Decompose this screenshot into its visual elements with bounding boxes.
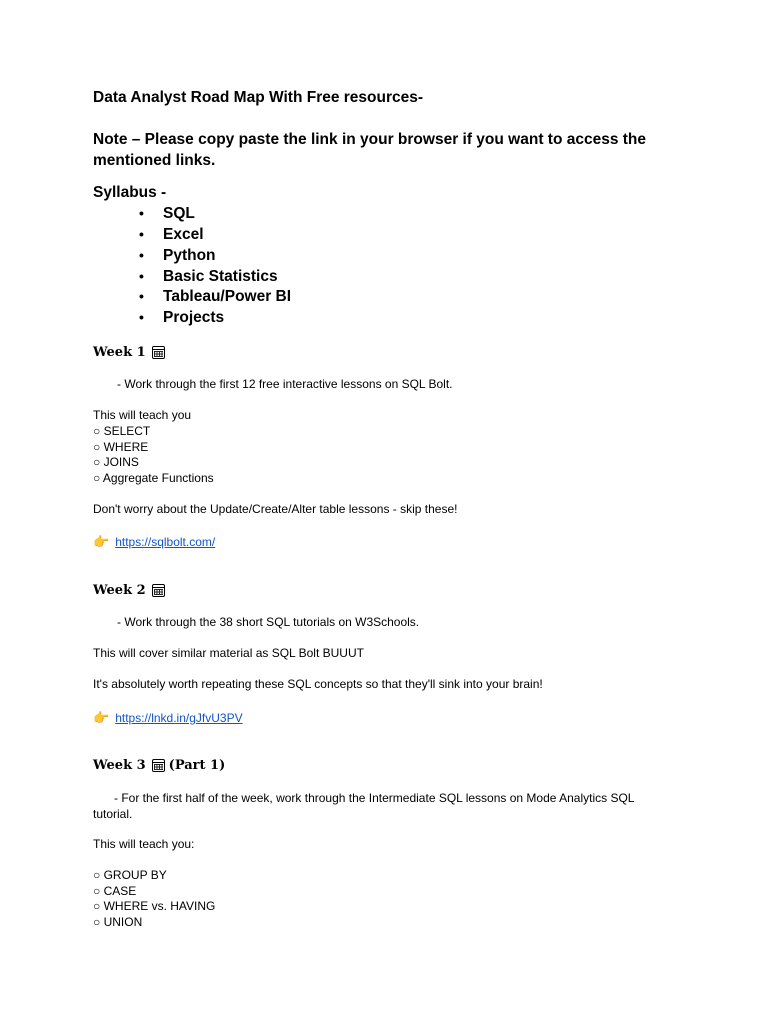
- week-3-teach: This will teach you:: [93, 837, 195, 851]
- topic-item: ○ WHERE: [93, 440, 149, 454]
- week-3-task: - For the first half of the week, work through the Intermediate SQL lessons on Mode Analytics SQL tutorial.: [93, 791, 635, 821]
- bullet-icon: •: [139, 288, 144, 304]
- topic-item: ○ CASE: [93, 884, 137, 898]
- sqlbolt-link[interactable]: https://sqlbolt.com/: [115, 535, 216, 549]
- topic-item: ○ GROUP BY: [93, 868, 167, 882]
- topic-item: ○ WHERE vs. HAVING: [93, 899, 216, 913]
- week-1-teach: This will teach you: [93, 408, 192, 422]
- syllabus-item-label: SQL: [163, 205, 195, 222]
- syllabus-item-label: Python: [163, 247, 216, 264]
- week-2-link-row: [93, 710, 243, 726]
- bullet-icon: •: [139, 226, 144, 242]
- week-1-heading: [93, 345, 165, 360]
- syllabus-item-label: Projects: [163, 309, 225, 326]
- topic-item: ○ UNION: [93, 915, 143, 929]
- week-label: Week 3: [93, 758, 146, 773]
- bullet-icon: •: [139, 309, 144, 325]
- doc-note: Note – Please copy paste the link in your browser if you want to access the mentioned links.: [93, 131, 646, 169]
- pointing-hand-icon: 👉: [93, 534, 110, 549]
- bullet-icon: •: [139, 247, 144, 263]
- week-2-heading: [93, 583, 165, 598]
- calendar-icon: [152, 584, 165, 597]
- week-1-link-row: [93, 534, 215, 550]
- syllabus-item: [139, 205, 195, 223]
- week-2-cover: This will cover similar material as SQL Bolt BUUUT: [93, 646, 364, 660]
- syllabus-item: [139, 268, 278, 286]
- syllabus-item-label: Excel: [163, 226, 204, 243]
- bullet-icon: •: [139, 268, 144, 284]
- week-part-label: (Part 1): [168, 758, 226, 773]
- topic-item: ○ JOINS: [93, 455, 139, 469]
- calendar-icon: [152, 759, 165, 772]
- syllabus-item: [139, 309, 225, 327]
- w3schools-link[interactable]: https://lnkd.in/gJfvU3PV: [115, 711, 243, 725]
- pointing-hand-icon: 👉: [93, 710, 110, 725]
- topic-item: ○ SELECT: [93, 424, 151, 438]
- week-1-task: - Work through the first 12 free interactive lessons on SQL Bolt.: [117, 377, 453, 391]
- week-1-skip-note: Don't worry about the Update/Create/Alter table lessons - skip these!: [93, 502, 458, 516]
- week-3-heading: [93, 758, 225, 773]
- syllabus-item-label: Basic Statistics: [163, 268, 278, 285]
- syllabus-item: [139, 288, 292, 306]
- week-label: Week 2: [93, 583, 146, 598]
- topic-item: ○ Aggregate Functions: [93, 471, 214, 485]
- syllabus-heading: Syllabus -: [93, 184, 167, 201]
- calendar-icon: [152, 346, 165, 359]
- bullet-icon: •: [139, 205, 144, 221]
- syllabus-item: [139, 247, 216, 265]
- doc-title: Data Analyst Road Map With Free resources-: [93, 89, 424, 106]
- syllabus-item: [139, 226, 204, 244]
- syllabus-item-label: Tableau/Power BI: [163, 288, 292, 305]
- week-2-task: - Work through the 38 short SQL tutorials on W3Schools.: [117, 615, 420, 629]
- week-2-worth: It's absolutely worth repeating these SQL concepts so that they'll sink into your brain!: [93, 677, 543, 691]
- week-label: Week 1: [93, 345, 146, 360]
